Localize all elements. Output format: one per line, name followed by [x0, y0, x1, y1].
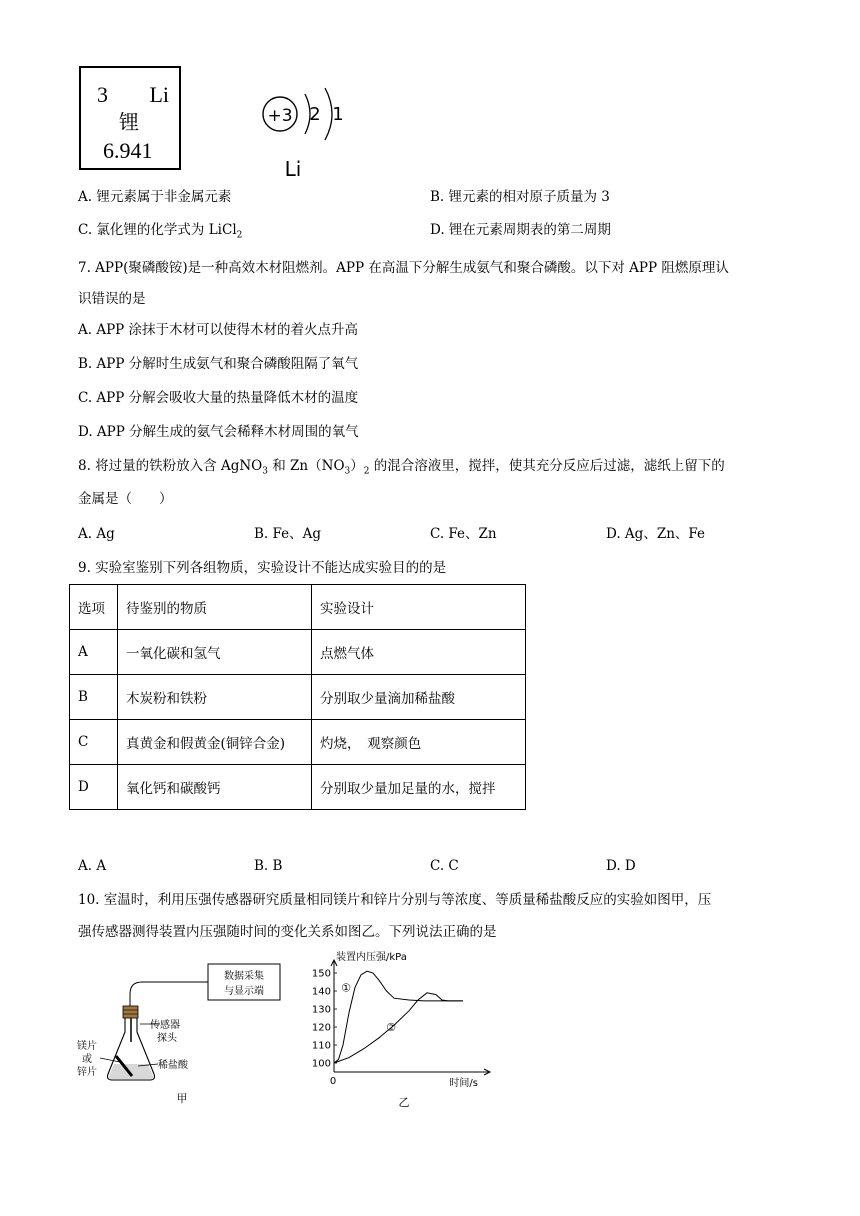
stopper [123, 1006, 138, 1018]
table-cell: 一氧化碳和氢气 [118, 630, 312, 675]
q9-option-d: D. D [606, 858, 636, 874]
table-header-option: 选项 [70, 585, 118, 630]
table-cell: D [70, 765, 118, 810]
q8-subscript-1: 3 [262, 466, 268, 477]
table-row [70, 630, 526, 675]
sensor-label-2: 探头 [157, 1033, 177, 1044]
series-label-1: ① [341, 981, 351, 995]
y-tick-label: 130 [311, 1004, 331, 1016]
acid-label: 稀盐酸 [158, 1060, 188, 1071]
q6-option-c-text: C. 氯化锂的化学式为 LiCl [78, 222, 237, 238]
atom-diagram-label: Li [284, 157, 302, 181]
outer-shell-electrons: 1 [332, 104, 344, 125]
x-origin-label: 0 [329, 1076, 337, 1087]
y-tick-label: 120 [311, 1022, 331, 1034]
table-cell: 木炭粉和铁粉 [118, 675, 312, 720]
q7-option-b: B. APP 分解时生成氨气和聚合磷酸阻隔了氧气 [78, 356, 359, 372]
q6-option-d: D. 锂在元素周期表的第二周期 [430, 222, 611, 238]
y-tick-label: 100 [311, 1058, 331, 1070]
q7-stem-line1: 7. APP(聚磷酸铵)是一种高效木材阻燃剂。APP 在高温下分解生成氨气和聚合磷酸。以下对 APP 阻燃原理认 [78, 260, 729, 276]
table-cell: 真黄金和假黄金(铜锌合金) [118, 720, 312, 765]
chart-series [334, 971, 463, 1063]
table-cell: B [70, 675, 118, 720]
q8-option-a: A. Ag [78, 526, 115, 542]
q6-option-c-subscript: 2 [236, 230, 243, 241]
q6-option-c [78, 220, 242, 246]
atomic-mass: 6.941 [103, 138, 153, 163]
element-symbol: Li [149, 82, 169, 107]
q9-option-b: B. B [254, 858, 283, 874]
q8-stem-part-c: ） [350, 458, 364, 474]
data-box-label-1: 数据采集 [224, 971, 264, 982]
q8-stem-line2: 金属是（ ） [78, 491, 173, 507]
y-tick-label: 140 [311, 986, 331, 998]
series-label-2: ② [386, 1021, 396, 1034]
q6-option-a: A. 锂元素属于非金属元素 [78, 189, 232, 205]
atomic-number: 3 [97, 82, 108, 107]
y-axis-label: 装置内压强/kPa [336, 952, 407, 963]
q9-identification-table [69, 584, 526, 810]
y-tick-labels [312, 969, 337, 1070]
apparatus-figure [72, 958, 292, 1108]
x-axis-label: 时间/s [449, 1078, 478, 1089]
element-name: 锂 [119, 110, 139, 134]
series-line-1 [334, 971, 463, 1063]
lithium-atom-structure-diagram [255, 86, 365, 186]
q8-option-b: B. Fe、Ag [254, 526, 322, 542]
q8-stem-line1 [78, 456, 725, 482]
chart-axes [331, 960, 490, 1075]
figure-caption-yi: 乙 [398, 1096, 410, 1108]
inner-shell-electrons: 2 [309, 104, 321, 125]
nucleus-charge: +3 [267, 106, 293, 126]
table-header-substances: 待鉴别的物质 [118, 585, 312, 630]
table-cell: 点燃气体 [312, 630, 526, 675]
q8-option-d: D. Ag、Zn、Fe [606, 526, 706, 542]
q8-stem-part-d: 的混合溶液里，搅拌，使其充分反应后过滤，滤纸上留下的 [369, 458, 725, 474]
table-row [70, 720, 526, 765]
table-cell: 氧化钙和碳酸钙 [118, 765, 312, 810]
q8-subscript-2: 3 [344, 466, 351, 477]
q8-option-c: C. Fe、Zn [430, 526, 497, 542]
figure-caption-jia: 甲 [176, 1092, 188, 1105]
q8-stem-part-b: 和 Zn（NO [267, 458, 345, 474]
q9-stem: 9. 实验室鉴别下列各组物质，实验设计不能达成实验目的的是 [78, 560, 447, 576]
q7-stem-line2: 识错误的是 [78, 291, 146, 307]
q8-stem-part-a: 8. 将过量的铁粉放入含 AgNO [78, 458, 263, 474]
table-cell: 灼烧， 观察颜色 [312, 720, 526, 765]
q7-option-d: D. APP 分解生成的氨气会稀释木材周围的氧气 [78, 424, 359, 440]
q9-option-a: A. A [78, 858, 107, 874]
data-box-label-2: 与显示端 [224, 986, 264, 997]
table-cell: C [70, 720, 118, 765]
q7-option-c: C. APP 分解会吸收大量的热量降低木材的温度 [78, 390, 359, 406]
table-cell: A [70, 630, 118, 675]
q10-stem-line1: 10. 室温时，利用压强传感器研究质量相同镁片和锌片分别与等浓度、等质量稀盐酸反应的实验如图甲，压 [78, 892, 712, 908]
y-tick-label: 110 [311, 1040, 331, 1052]
pressure-time-chart [300, 946, 500, 1108]
table-header-row [70, 585, 526, 630]
q9-option-c: C. C [430, 858, 459, 874]
q6-option-b: B. 锂元素的相对原子质量为 3 [430, 189, 610, 205]
y-tick-label: 150 [311, 968, 331, 980]
q7-option-a: A. APP 涂抹于木材可以使得木材的着火点升高 [78, 322, 359, 338]
q8-subscript-3: 2 [363, 466, 370, 477]
outer-shell-arc [325, 88, 332, 140]
q10-stem-line2: 强传感器测得装置内压强随时间的变化关系如图乙。下列说法正确的是 [78, 924, 497, 940]
series-line-2 [334, 993, 463, 1063]
table-cell: 分别取少量加足量的水，搅拌 [312, 765, 526, 810]
metal-label-2: 或 [82, 1054, 92, 1065]
table-header-design: 实验设计 [312, 585, 526, 630]
table-row [70, 765, 526, 810]
element-cell-lithium [79, 66, 181, 170]
metal-label-3: 锌片 [77, 1067, 97, 1078]
table-row [70, 675, 526, 720]
table-cell: 分别取少量滴加稀盐酸 [312, 675, 526, 720]
metal-label-1: 镁片 [77, 1041, 97, 1052]
sensor-label-1: 传感器 [150, 1020, 180, 1031]
sensor-cable [130, 982, 208, 1006]
